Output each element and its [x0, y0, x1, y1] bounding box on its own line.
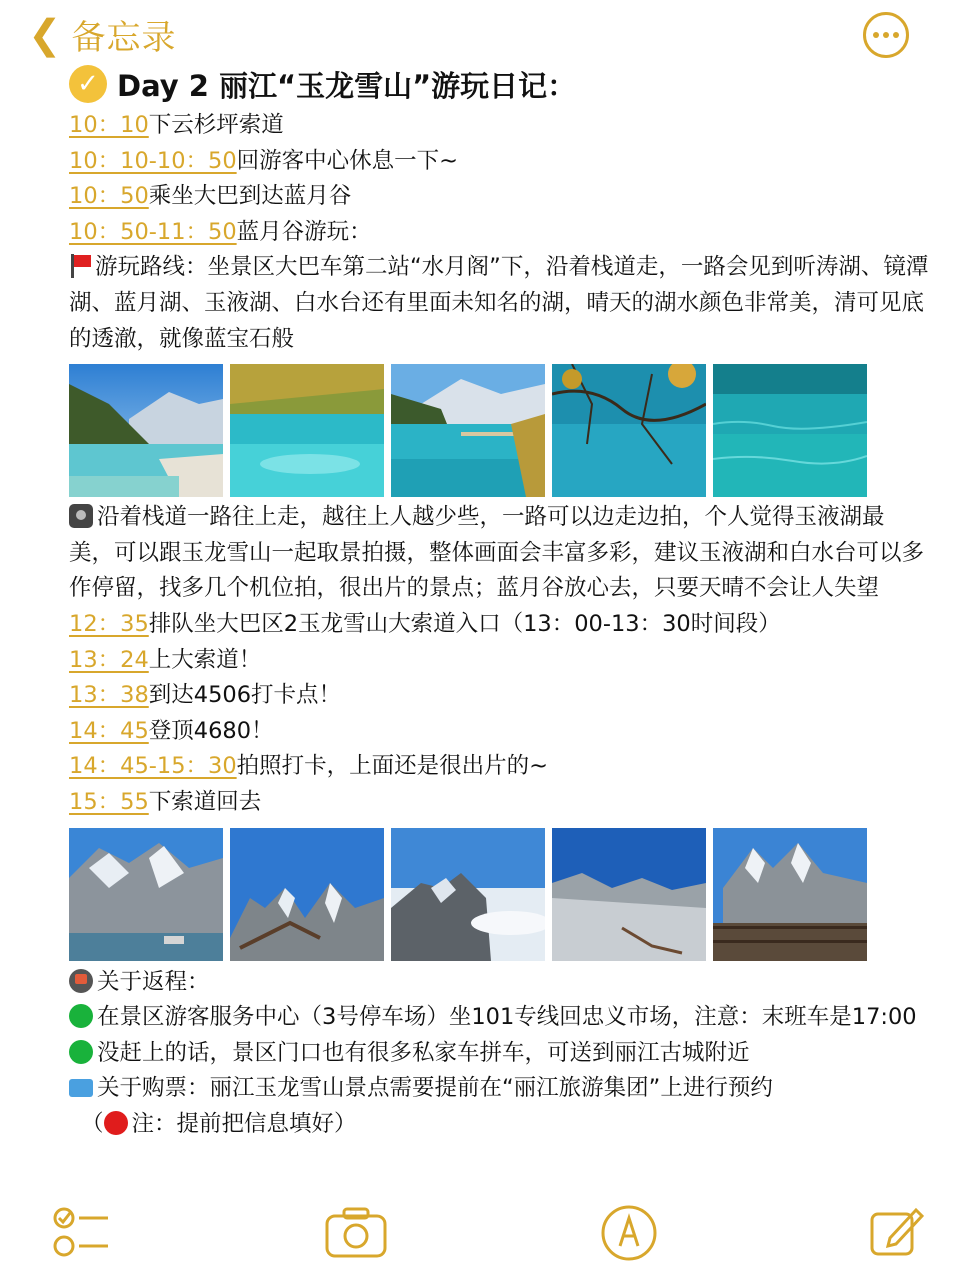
schedule-text: 蓝月谷游玩：: [236, 218, 372, 245]
photo-tip-paragraph: [69, 500, 929, 607]
schedule-text: 上大索道！: [148, 646, 262, 673]
schedule-line: [69, 215, 939, 251]
schedule-line: [69, 749, 939, 785]
route-text: 游玩路线：坐景区大巴车第二站“水月阁”下，沿着栈道走，一路会见到听涛湖、镜潭湖、蓝月湖、玉液湖、白水台还有里面未知名的湖，晴天的湖水颜色非常美，清可见底的透澈，就像蓝宝石般: [69, 254, 929, 352]
ticket-text: 关于购票：丽江玉龙雪山景点需要提前在“丽江旅游集团”上进行预约: [97, 1075, 773, 1102]
mountain-photo-2[interactable]: [230, 828, 384, 961]
lake-photo-2[interactable]: [230, 364, 384, 497]
time-link[interactable]: 14：45-15：30: [69, 753, 237, 780]
schedule-line: [69, 179, 939, 215]
markup-pen-icon[interactable]: [600, 1204, 658, 1262]
time-link[interactable]: 12：35: [69, 610, 149, 637]
lake-photo-row: [69, 364, 939, 497]
return-title: 关于返程：: [97, 968, 210, 995]
ticket-icon: [69, 1079, 93, 1097]
ticket-note-text: 注：提前把信息填好）: [131, 1110, 357, 1137]
back-label: 备忘录: [71, 18, 177, 58]
time-link[interactable]: 10：10: [69, 112, 149, 138]
schedule-line: [69, 714, 939, 750]
lake-photo-3[interactable]: [391, 364, 545, 497]
compose-icon[interactable]: [868, 1204, 924, 1260]
note-body[interactable]: [69, 60, 939, 1142]
red-circle-icon: [104, 1111, 128, 1135]
train-icon: [69, 969, 93, 993]
schedule-text: 登顶4680！: [148, 717, 274, 744]
time-link[interactable]: 14：45: [69, 717, 149, 744]
mountain-photo-5[interactable]: [713, 828, 867, 961]
time-link[interactable]: 10：10-10：50: [69, 147, 237, 174]
red-flag-icon: [69, 254, 91, 278]
time-link[interactable]: 15：55: [69, 788, 149, 815]
lake-photo-4[interactable]: [552, 364, 706, 497]
schedule-line: [69, 643, 939, 679]
camera-icon: [69, 504, 93, 528]
checkmark-icon: ✓: [69, 65, 107, 103]
top-nav: [0, 0, 957, 66]
green-circle-icon: [69, 1004, 93, 1028]
mountain-photo-1[interactable]: [69, 828, 223, 961]
schedule-text: 乘坐大巴到达蓝月谷: [148, 183, 352, 210]
return-title-line: [69, 965, 939, 1001]
snow-mountain-photo-row: [69, 828, 939, 961]
return-private-text: 没赶上的话，景区门口也有很多私家车拼车，可送到丽江古城附近: [97, 1039, 750, 1066]
chevron-left-icon: ❮: [28, 11, 62, 58]
note-title-row: [69, 60, 939, 108]
return-bus-paragraph: [69, 1000, 929, 1036]
ticket-line: [69, 1071, 939, 1107]
checklist-icon[interactable]: [52, 1204, 112, 1260]
return-private-line: [69, 1036, 939, 1072]
schedule-text: 排队坐大巴区2玉龙雪山大索道入口（13：00-13：30时间段）: [148, 610, 781, 637]
lake-photo-1[interactable]: [69, 364, 223, 497]
camera-icon[interactable]: [324, 1204, 388, 1260]
mountain-photo-3[interactable]: [391, 828, 545, 961]
return-bus-text: 在景区游客服务中心（3号停车场）坐101专线回忠义市场，注意：末班车是17:00: [97, 1004, 917, 1031]
schedule-line: [69, 678, 939, 714]
schedule-line: [69, 607, 939, 643]
time-link[interactable]: 10：50-11：50: [69, 218, 237, 245]
photo-tip-text: 沿着栈道一路往上走，越往上人越少些，一路可以边走边拍，个人觉得玉液湖最美，可以跟玉龙雪山一起取景拍摄，整体画面会丰富多彩，建议玉液湖和白水台可以多作停留，找多几个机位拍，很出片的景点；蓝月谷放心去，只要天晴不会让人失望: [69, 504, 925, 602]
note-title: Day 2 丽江“玉龙雪山”游玩日记：: [117, 68, 577, 103]
bottom-toolbar: [0, 1196, 957, 1280]
more-options-button[interactable]: [863, 12, 909, 58]
back-button[interactable]: [28, 10, 177, 59]
schedule-text: 下索道回去: [148, 788, 262, 815]
mountain-photo-4[interactable]: [552, 828, 706, 961]
schedule-text: 回游客中心休息一下~: [236, 147, 458, 174]
schedule-line: [69, 108, 939, 144]
schedule-text: 下云杉坪索道: [148, 112, 284, 138]
ticket-note-paren: （: [81, 1110, 104, 1137]
time-link[interactable]: 13：38: [69, 682, 149, 709]
schedule-text: 到达4506打卡点！: [148, 682, 342, 709]
schedule-line: [69, 144, 939, 180]
green-circle-icon: [69, 1040, 93, 1064]
lake-photo-5[interactable]: [713, 364, 867, 497]
schedule-line: [69, 785, 939, 821]
schedule-text: 拍照打卡，上面还是很出片的~: [236, 753, 548, 780]
time-link[interactable]: 10：50: [69, 183, 149, 210]
time-link[interactable]: 13：24: [69, 646, 149, 673]
more-icon: [873, 32, 879, 38]
route-paragraph: [69, 250, 929, 357]
ticket-note-line: [81, 1107, 939, 1143]
